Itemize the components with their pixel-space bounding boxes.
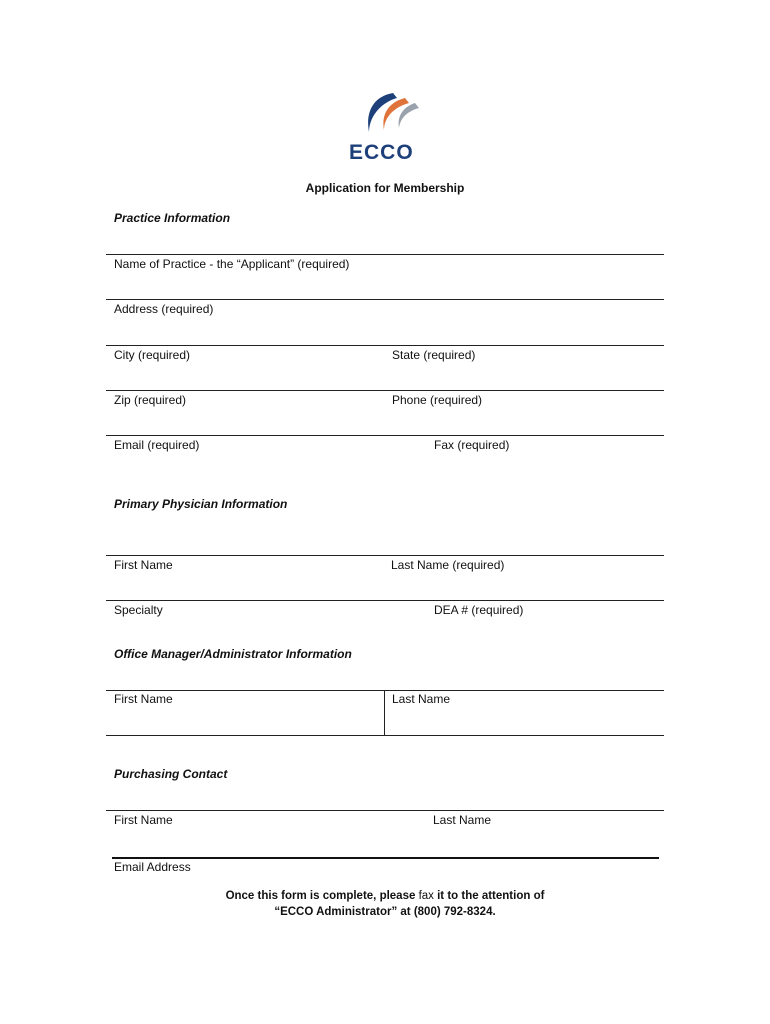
- practice-heading: Practice Information: [114, 211, 231, 225]
- dea-label: DEA # (required): [434, 603, 524, 617]
- zip-phone-line: [106, 390, 664, 391]
- form-title: Application for Membership: [305, 181, 465, 195]
- office-manager-top-line: [106, 690, 664, 691]
- footer-instructions: [0, 888, 770, 920]
- office-manager-heading: Office Manager/Administrator Information: [114, 647, 352, 661]
- city-label: City (required): [114, 348, 191, 362]
- address-label: Address (required): [114, 302, 214, 316]
- physician-name-line: [106, 555, 664, 556]
- purchasing-email-label: Email Address: [114, 860, 191, 874]
- purchasing-email-line: [112, 857, 659, 859]
- state-label: State (required): [392, 348, 476, 362]
- purchasing-first-name-label: First Name: [114, 813, 173, 827]
- city-state-line: [106, 345, 664, 346]
- ecco-swoosh-icon: [353, 90, 423, 140]
- physician-heading: Primary Physician Information: [114, 497, 288, 511]
- fax-label: Fax (required): [434, 438, 510, 452]
- address-line: [106, 299, 664, 300]
- practice-name-label: Name of Practice - the “Applicant” (required): [114, 257, 350, 271]
- purchasing-heading: Purchasing Contact: [114, 767, 228, 781]
- footer-line-1-post: it to the attention of: [433, 890, 545, 902]
- physician-last-name-label: Last Name (required): [391, 558, 505, 572]
- purchasing-name-line: [106, 810, 664, 811]
- purchasing-last-name-label: Last Name: [433, 813, 492, 827]
- office-manager-last-name-label: Last Name: [392, 692, 451, 706]
- specialty-label: Specialty: [114, 603, 163, 617]
- email-fax-line: [106, 435, 664, 436]
- zip-label: Zip (required): [114, 393, 187, 407]
- footer-line-1-pre: Once this form is complete, please: [225, 890, 419, 902]
- ecco-logo-text: ECCO: [349, 141, 414, 164]
- office-manager-first-name-label: First Name: [114, 692, 173, 706]
- practice-email-label: Email (required): [114, 438, 200, 452]
- physician-first-name-label: First Name: [114, 558, 173, 572]
- practice-name-line: [106, 254, 664, 255]
- office-manager-bottom-line: [106, 735, 664, 736]
- footer-line-1: [0, 888, 770, 904]
- specialty-dea-line: [106, 600, 664, 601]
- office-manager-divider: [384, 690, 385, 735]
- footer-fax-word: fax: [418, 890, 434, 902]
- phone-label: Phone (required): [392, 393, 483, 407]
- ecco-logo: [345, 90, 435, 165]
- footer-line-2: “ECCO Administrator” at (800) 792-8324.: [274, 906, 496, 918]
